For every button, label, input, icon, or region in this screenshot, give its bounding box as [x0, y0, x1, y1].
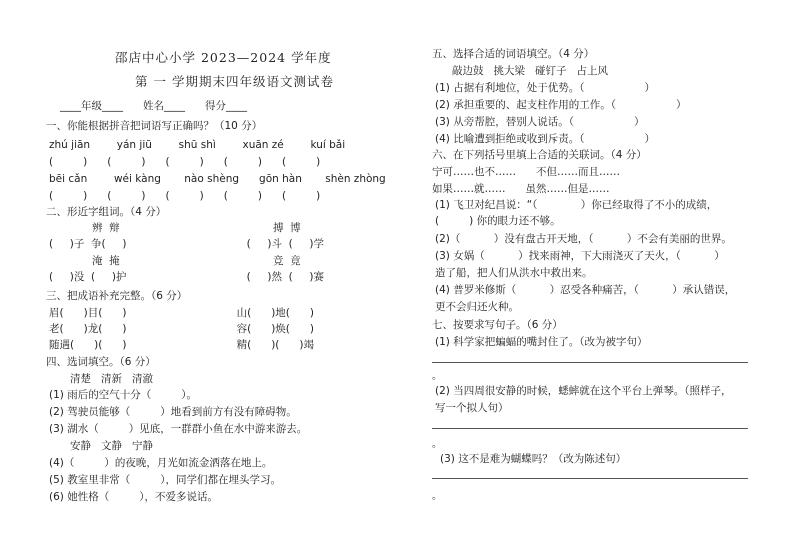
section-1-heading: 一、你能根据拼音把词语写正确吗？（10 分） — [46, 120, 263, 132]
char-pair-1b: 搏 博 — [273, 222, 301, 234]
answer-dot-7-1: 。 — [432, 371, 442, 382]
section-1-pinyin-row-2: bēi cǎn wéi kàng nào shèng gōn hàn shèn zhòng — [49, 173, 386, 185]
section-3-row-1: 眉( )目( ) 山( )地( ) — [49, 307, 315, 319]
question-7-2b: 写一个拟人句） — [435, 402, 509, 414]
section-3-row-2: 老( )龙( ) 容( )焕( ) — [49, 323, 315, 335]
question-6-3b: 造了船，把人们从洪水中救出来。 — [435, 267, 593, 279]
char-pair-2b: 竞 竟 — [273, 255, 301, 267]
question-6-1a: (1) 飞卫对纪昌说：“（ ）你已经取得了不小的成绩， — [435, 199, 718, 211]
section-7-heading: 七、按要求写句子。（6 分） — [432, 319, 563, 331]
section-1-blanks-row-1: ( ) ( ) ( ) ( ) ( ) — [49, 156, 321, 168]
idiom-choices: 敲边鼓 挑大梁 碰钉子 占上风 — [452, 65, 609, 77]
section-1-blanks-row-2: ( ) ( ) ( ) ( ) ( ) — [49, 190, 321, 202]
question-6-3a: (3) 女娲（ ）找来雨神，下大雨浇灭了天火，（ ） — [435, 250, 725, 262]
char-pair-2a: 淹 掩 — [92, 255, 120, 267]
word-choices-2: 安静 文静 宁静 — [70, 440, 154, 452]
question-4-5: (5) 教室里非常（ ），同学们都在埋头学习。 — [49, 474, 281, 486]
section-4-heading: 四、选词填空。（6 分） — [46, 356, 156, 368]
section-2-heading: 二、形近字组词。（4 分） — [46, 206, 167, 218]
section-1-pinyin-row-1: zhú jiān yán jiū shū shì xuān zé kuí bǎi — [49, 139, 346, 151]
question-5-4: (4) 比喻遭到拒绝或收到斥责。（ ） — [435, 133, 656, 145]
answer-dot-7-3: 。 — [432, 491, 442, 502]
question-6-1b: ( ) 你的眼力还不够。 — [435, 215, 561, 227]
exam-title: 邵店中心小学 2023—2024 学年度 — [115, 50, 332, 65]
question-4-2: (2) 驾驶员能够（ ）地看到前方有没有障碍物。 — [49, 406, 297, 418]
question-5-2: (2) 承担重要的、起支柱作用的工作。（ ） — [435, 99, 687, 111]
section-5-heading: 五、选择合适的词语填空。（4 分） — [432, 48, 595, 60]
conjunction-choices-1: 宁可……也不…… 不但……而且…… — [432, 166, 621, 178]
question-7-1: (1) 科学家把蝙蝠的嘴封住了。（改为被字句） — [435, 336, 648, 348]
answer-line-7-3[interactable] — [432, 478, 748, 479]
question-5-1: (1) 占据有利地位，处于优势。（ ） — [435, 82, 656, 94]
student-info-line: ____年级____ 姓名____ 得分____ — [60, 100, 248, 112]
conjunction-choices-2: 如果……就…… 虽然……但是…… — [432, 183, 610, 195]
question-7-2a: (2) 当四周很安静的时候，蟋蟀就在这个平台上弹琴。（照样子， — [435, 385, 732, 397]
question-4-1: (1) 雨后的空气十分（ ）。 — [49, 389, 197, 401]
answer-line-7-2[interactable] — [432, 428, 748, 429]
question-6-4b: 更不会归还火种。 — [435, 301, 519, 313]
question-5-3: (3) 从旁帮腔，替别人说话。（ ） — [435, 116, 645, 128]
exam-subtitle: 第 一 学期期末四年级语文测试卷 — [135, 74, 334, 89]
question-7-3: (3) 这不是难为蝴蝶吗？（改为陈述句） — [440, 453, 627, 465]
section-2-row-2: ( )没 ( )护 ( )然 ( )赛 — [49, 271, 325, 283]
section-6-heading: 六、在下列括号里填上合适的关联词。（4 分） — [432, 149, 647, 161]
char-pair-1a: 辨 辩 — [92, 222, 120, 234]
question-4-3: (3) 湖水（ ）见底，一群群小鱼在水中游来游去。 — [49, 423, 308, 435]
question-6-4a: (4) 普罗米修斯（ ）忍受各种痛苦，（ ）承认错误， — [435, 284, 736, 296]
section-2-row-1: ( )子 争( ) ( )斗 ( )学 — [49, 238, 325, 250]
word-choices-1: 清楚 清新 清澈 — [70, 373, 154, 385]
answer-line-7-1[interactable] — [432, 362, 748, 363]
section-3-row-3: 随遇( )( ) 精( )( )竭 — [49, 339, 315, 351]
question-4-4: (4)（ ）的夜晚，月光如流金洒落在地上。 — [49, 457, 273, 469]
answer-dot-7-2: 。 — [432, 439, 442, 450]
question-4-6: (6) 她性格（ ），不爱多说话。 — [49, 491, 218, 503]
question-6-2: (2)（ ）没有盘古开天地，（ ）不会有美丽的世界。 — [435, 233, 732, 245]
section-3-heading: 三、把成语补充完整。（6 分） — [46, 290, 188, 302]
